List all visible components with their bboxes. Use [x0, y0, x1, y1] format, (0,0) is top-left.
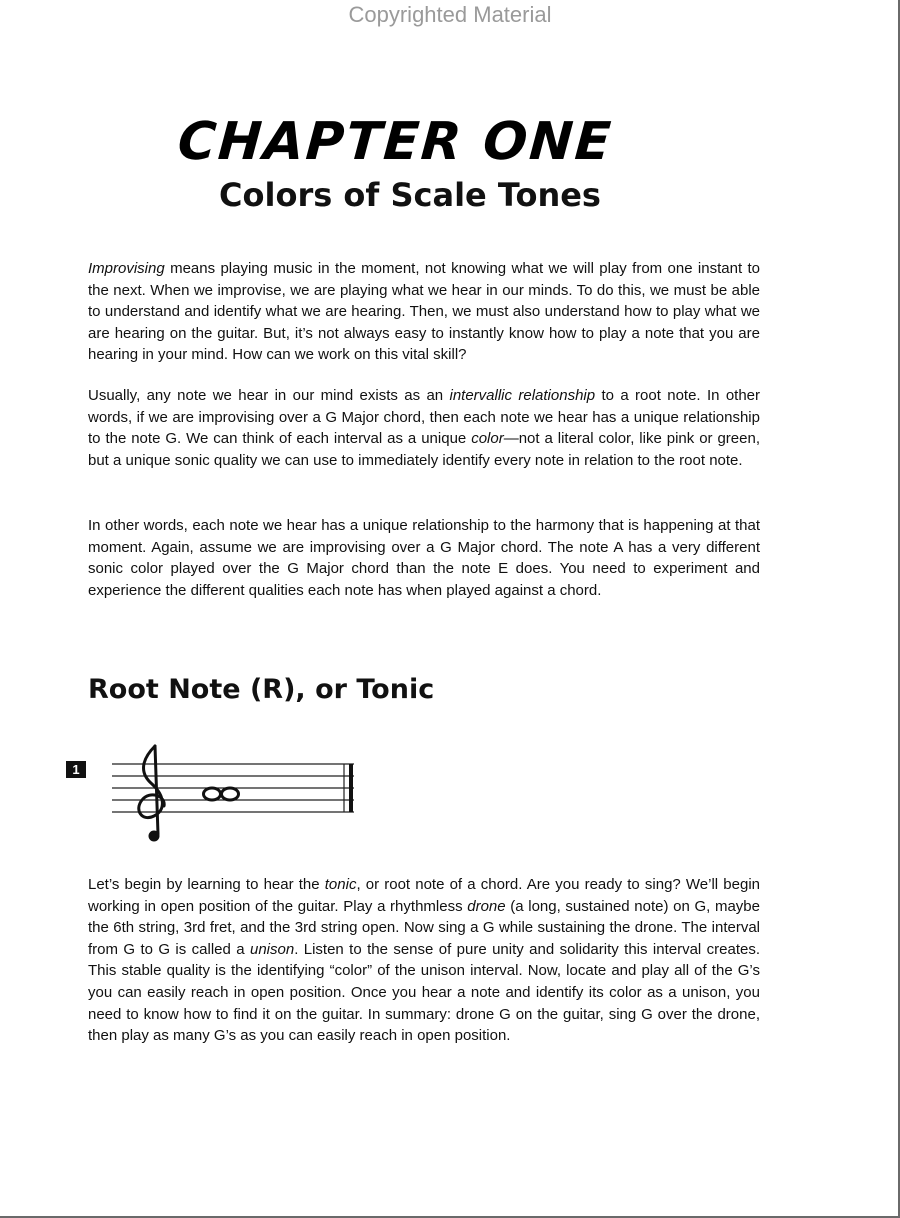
section-body-paragraph: Let’s begin by learning to hear the tonic, or root note of a chord. Are you ready to sing? We’ll begin working in open position of the guitar. Play a rhythmless drone (a long, sustained note) on G, maybe the 6th string, 3rd fret, and the 3rd string open. Now sing a G while sustaining the drone. The interval from G to G is called a unison. Listen to the sense of pure unity and solidarity this interval creates. This stable quality is the identifying “color” of the unison interval. Now, locate and play all of the G’s you can easily reach in open position. Once you hear a note and identify its color as a unison, you need to know how to find it on the guitar. In summary: drone G on the guitar, sing G over the drone, then play as many G’s as you can easily reach in open position. — [88, 876, 760, 1045]
whole-note-g-1 — [204, 788, 221, 800]
chapter-title: CHAPTER ONE — [175, 112, 615, 172]
intro-paragraph-1: Improvising means playing music in the moment, not knowing what we will play from one instant to the next. When we improvise, we are playing what we hear in our minds. To do this, we must be able to understand and identify what we are hearing. Then, we must also understand how to play what we are hearing on the guitar. But, it’s not always easy to instantly know how to play a note that you are hearing in your mind. How can we work on this vital skill? — [88, 260, 760, 364]
copyright-watermark: Copyrighted Material — [348, 2, 552, 27]
term-color: color — [471, 430, 504, 448]
section-heading: Root Note (R), or Tonic — [88, 674, 435, 705]
term-improvising: Improvising — [88, 260, 165, 277]
term-intervallic-relationship: intervallic relationship — [449, 387, 596, 404]
term-unison: unison — [249, 940, 295, 958]
example-number-badge: 1 — [66, 761, 86, 778]
intro-paragraph-3: In other words, each note we hear has a unique relationship to the harmony that is happening at that moment. Again, assume we are improvising over a G Major chord. The note A has a very different sonic color played over the G Major chord than the note E does. You need to experiment and experience the different qualities each note has when played against a chord. — [88, 517, 760, 599]
music-staff — [108, 740, 358, 850]
treble-clef-icon — [139, 746, 164, 840]
whole-note-g-2 — [222, 788, 239, 800]
intro-paragraph-2: Usually, any note we hear in our mind exists as an intervallic relationship to a root note. In other words, if we are improvising over a G Major chord, then each note we hear has a unique relationship to the note G. We can think of each interval as a unique color—not a literal color, like pink or green, but a unique sonic quality we can use to immediately identify every note in relation to the root note. — [88, 387, 761, 469]
chapter-subtitle: Colors of Scale Tones — [219, 176, 601, 214]
term-drone: drone — [467, 897, 506, 915]
term-tonic: tonic — [324, 876, 357, 893]
